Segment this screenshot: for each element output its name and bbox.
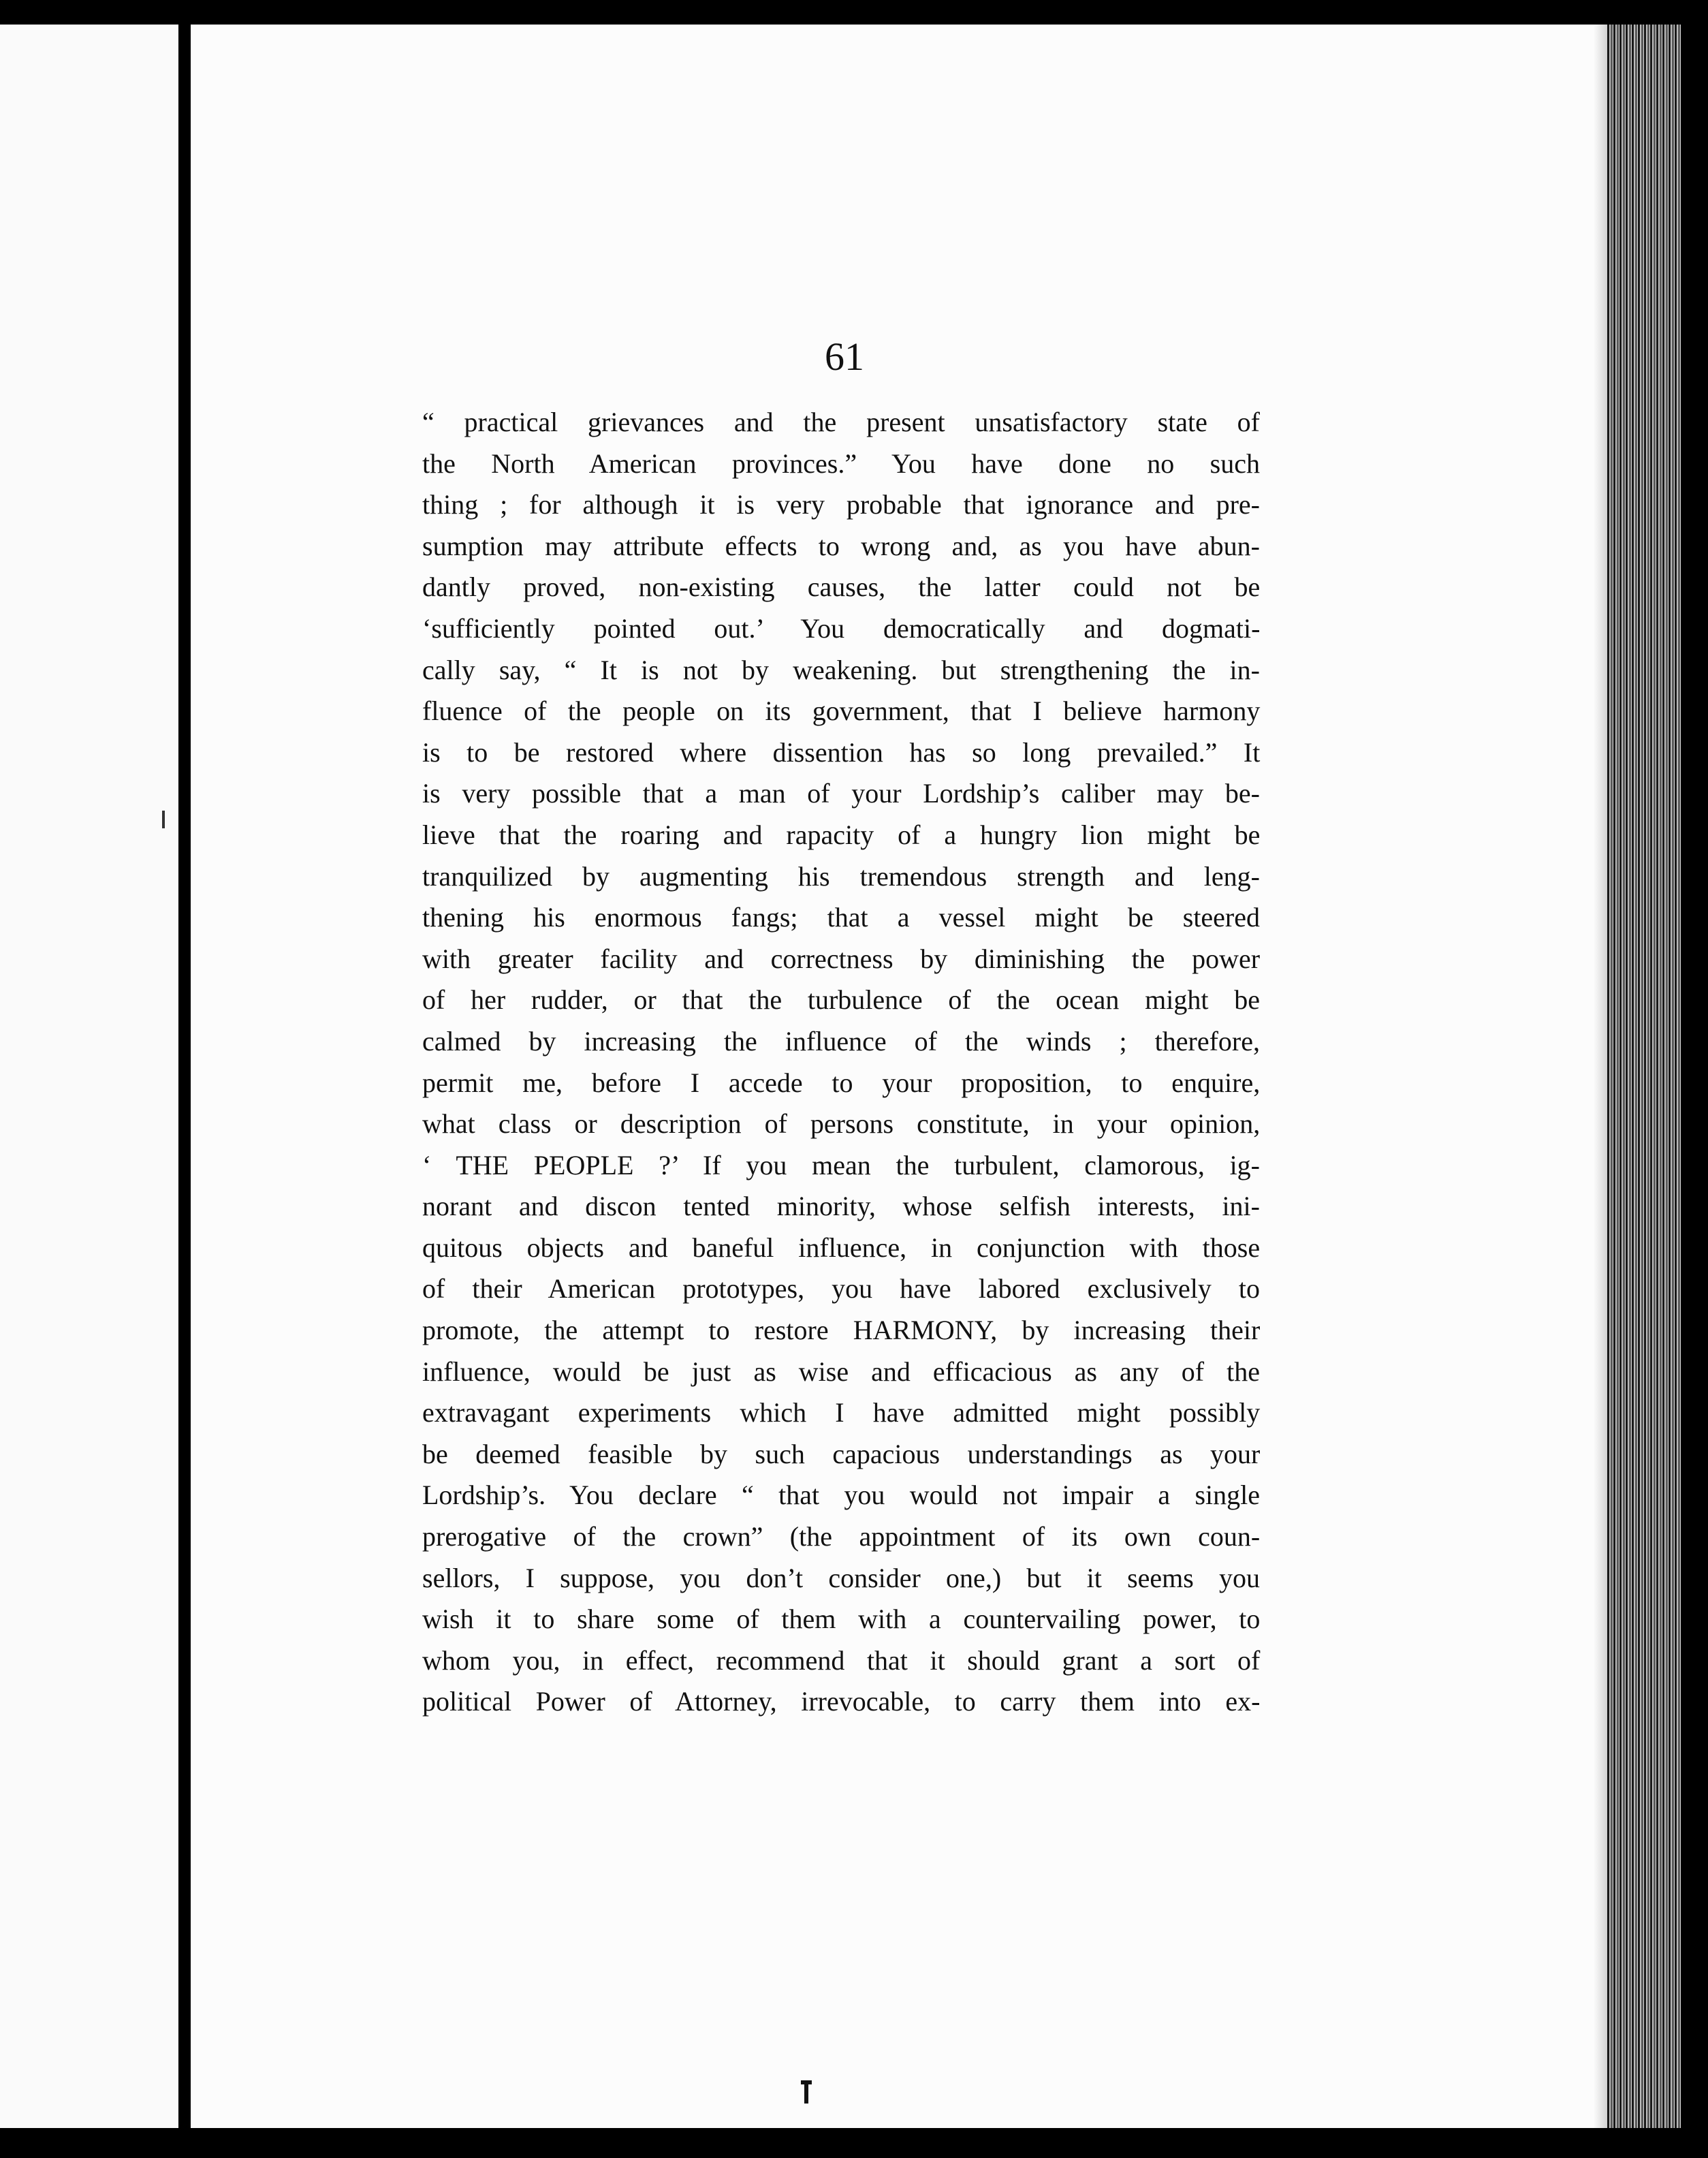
text-line: be deemed feasible by such capacious understandings as your (422, 1438, 1261, 1469)
text-line: sellors, I suppose, you don’t consider one,) but it seems you (422, 1562, 1261, 1593)
text-line: what class or description of persons constitute, in your opinion, (422, 1108, 1261, 1140)
text-line: extravagant experiments which I have admitted might possibly (422, 1397, 1261, 1428)
text-line: Lordship’s. You declare “ that you would not impair a single (422, 1480, 1260, 1511)
binding-mark (800, 2078, 813, 2105)
text-line: fluence of the people on its government, that I believe harmony (422, 695, 1261, 727)
page-gutter-shadow (1594, 25, 1609, 2128)
text-line: permit me, before I accede to your proposition, to enquire, (422, 1067, 1261, 1098)
text-line: influence, would be just as wise and efficacious as any of the (422, 1356, 1260, 1387)
text-line: ‘ THE PEOPLE ?’ If you mean the turbulent, clamorous, ig- (422, 1149, 1260, 1180)
film-border-bottom (0, 2128, 1708, 2158)
binding-mark-icon (800, 2078, 813, 2105)
text-line: is to be restored where dissention has so long prevailed.” It (422, 736, 1261, 768)
text-line: political Power of Attorney, irrevocable, to carry them into ex- (422, 1686, 1261, 1717)
text-line: thening his enormous fangs; that a vessel might be steered (422, 902, 1261, 933)
previous-page-edge (0, 25, 178, 2128)
text-line: prerogative of the crown” (the appointment of its own coun- (422, 1521, 1261, 1552)
text-line: thing ; for although it is very probable that ignorance and pre- (422, 489, 1260, 520)
film-border-top (0, 0, 1708, 25)
text-line: whom you, in effect, recommend that it should grant a sort of (422, 1644, 1261, 1676)
text-line: tranquilized by augmenting his tremendous strength and leng- (422, 860, 1260, 892)
text-line: sumption may attribute effects to wrong and, as you have abun- (422, 530, 1260, 561)
text-line: the North American provinces.” You have done no such (422, 448, 1260, 479)
text-line: ‘sufficiently pointed out.’ You democratically and dogmati- (422, 612, 1261, 644)
text-line: promote, the attempt to restore HARMONY, by increasing their (422, 1315, 1261, 1346)
book-page-edges (1607, 25, 1681, 2128)
page-number: 61 (825, 334, 864, 379)
text-line: is very possible that a man of your Lordship’s caliber may be- (422, 778, 1260, 809)
text-line: “ practical grievances and the present unsatisfactory state of (422, 407, 1260, 437)
text-line: calmed by increasing the influence of the winds ; therefore, (422, 1025, 1260, 1057)
text-line: dantly proved, non-existing causes, the latter could not be (422, 572, 1261, 603)
text-line: of her rudder, or that the turbulence of the ocean might be (422, 984, 1260, 1016)
film-border-right (1681, 0, 1708, 2158)
text-line: wish it to share some of them with a countervailing power, to (422, 1604, 1261, 1635)
margin-mark (162, 811, 165, 828)
body-text (422, 402, 1260, 1723)
text-line: norant and discon tented minority, whose selfish interests, ini- (422, 1191, 1260, 1222)
text-line: quitous objects and baneful influence, in conjunction with those (422, 1232, 1261, 1263)
text-line: of their American prototypes, you have labored exclusively to (422, 1273, 1260, 1304)
text-line: with greater facility and correctness by diminishing the power (422, 943, 1261, 974)
text-line: cally say, “ It is not by weakening. but strengthening the in- (422, 654, 1260, 685)
text-line: lieve that the roaring and rapacity of a hungry lion might be (422, 819, 1261, 850)
